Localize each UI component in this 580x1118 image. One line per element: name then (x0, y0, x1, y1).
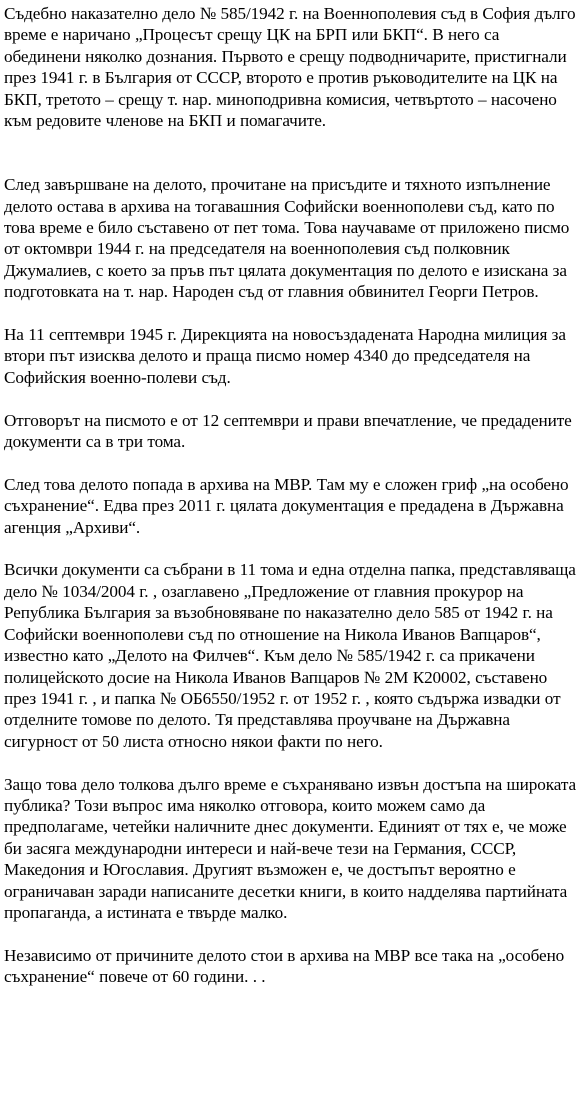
paragraph-case-overview: Съдебно наказателно дело № 585/1942 г. на Военнополевия съд в София дълго време е наричано „Процесът срещу ЦК на БРП или БКП“. В него са обединени няколко дознания. Първото е срещу подводничарите, пристигнали през 1941 г. в България от СССР, второто е против ръководителите на ЦК на БКП, третото – срещу т. нар. миноподривна комисия, четвъртото – насочено към редовите членове на БКП и помагачите. (4, 4, 576, 131)
paragraph-archive-history: След завършване на делото, прочитане на присъдите и тяхното изпълнение делото остава в архива на тогавашния Софийски военнополеви съд, като по това време е било съставено от пет тома. Това научаваме от приложено писмо от октомври 1944 г. на председателя на военнополевия съд полковник Джумалиев, с което за пръв път цялата документация по делото е изискана за подготовката на т. нар. Народен съд от главния обвинител Георги Петров. (4, 175, 570, 302)
paragraph-why-hidden: Защо това дело толкова дълго време е съхранявано извън достъпа на широката публика? Този въпрос има няколко отговора, които можем само да предполагаме, четейки наличните днес документи. Единият от тях е, че може би засяга международни интереси и най-вече тези на Германия, СССР, Македония и Югославия. Другият възможен е, че достъпът вероятно е ограничаван заради написаните десетки книги, в които надделява партийната пропаганда, а истината е твърде малко. (4, 774, 576, 922)
paragraph-documents-volumes: Всички документи са събрани в 11 тома и една отделна папка, представляваща дело № 1034/2004 г. , озаглавено „Предложение от главния прокурор на Република България за възобновяване по наказателно дело 585 от 1942 г. на Софийски военнополеви съд по отношение на Никола Иванов Вапцаров“, известно като „Делото на Филчев“. Към дело № 585/1942 г. са прикачени полицейското досие на Никола Иванов Вапцаров № 2М К20002, съставено през 1941 г. , и папка № ОБ6550/1952 г. от 1952 г. , която съдържа извадки от отделните томове по делото. Тя представлява проучване на Държавна сигурност от 50 листа относно някои факти по него. (4, 560, 576, 751)
paragraph-mvr-archive: След това делото попада в архива на МВР. Там му е сложен гриф „на особено съхранение“. Едва през 2011 г. цялата документация е предадена в Държавна агенция „Архиви“. (4, 474, 569, 537)
paragraph-militia-request: На 11 септември 1945 г. Дирекцията на новосъздадената Народна милиция за втори път изисква делото и праща писмо номер 4340 до председателя на Софийския военно-полеви съд. (4, 325, 566, 387)
paragraph-conclusion: Независимо от причините делото стои в архива на МВР все така на „особено съхранение“ повече от 60 години. . . (4, 945, 565, 987)
paragraph-letter-reply: Отговорът на писмото е от 12 септември и прави впечатление, че предадените документи са в три тома. (4, 410, 572, 452)
